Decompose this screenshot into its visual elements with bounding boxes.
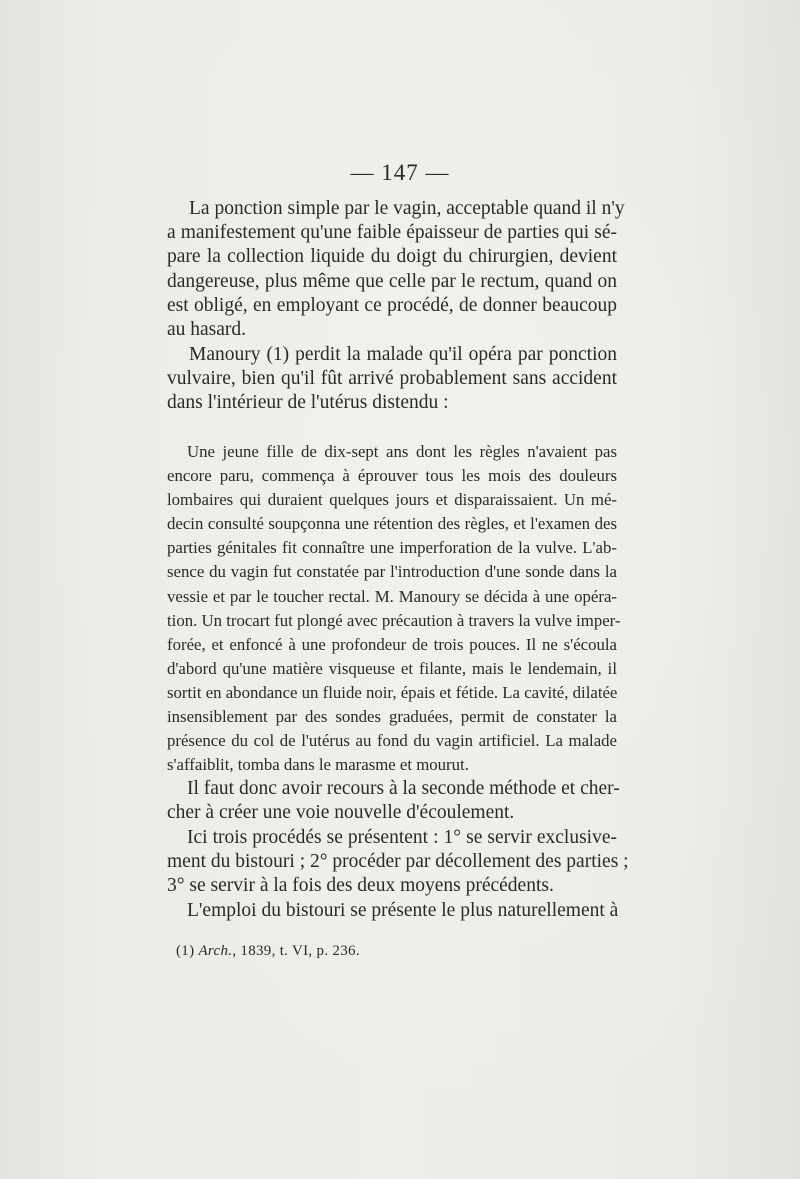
- text-line: Ici trois procédés se présentent : 1° se servir exclusive-: [187, 827, 617, 848]
- footnote: [176, 943, 360, 960]
- footnote-reference: , 1839, t. VI, p. 236.: [232, 943, 360, 959]
- quote-line: sence du vagin fut constatée par l'introduction d'une sonde dans la: [167, 562, 617, 582]
- quote-line: Une jeune fille de dix-sept ans dont les règles n'avaient pas: [187, 442, 617, 461]
- text-line: cher à créer une voie nouvelle d'écoulement.: [167, 802, 515, 824]
- quote-line: s'affaiblit, tomba dans le marasme et mourut.: [167, 755, 469, 775]
- paragraph-3: [167, 777, 620, 825]
- quote-line: tion. Un trocart fut plongé avec précaution à travers la vulve imper-: [167, 610, 621, 630]
- text-line: dangereuse, plus même que celle par le rectum, quand on: [167, 270, 617, 292]
- quote-line: parties génitales fit connaître une imperforation de la vulve. L'ab-: [167, 538, 617, 558]
- quote-line: decin consulté soupçonna une rétention des règles, et l'examen des: [167, 514, 617, 534]
- quote-line: d'abord qu'une matière visqueuse et filante, mais le lendemain, il: [167, 658, 617, 678]
- quote-line: forée, et enfoncé à une profondeur de trois pouces. Il ne s'écoula: [167, 634, 617, 654]
- quote-line: encore paru, commença à éprouver tous les mois des douleurs: [167, 466, 617, 486]
- case-quotation: [167, 440, 621, 777]
- quote-line: vessie et par le toucher rectal. M. Manoury se décida à une opéra-: [167, 586, 617, 606]
- text-line: dans l'intérieur de l'utérus distendu :: [167, 392, 449, 414]
- text-line: L'emploi du bistouri se présente le plus naturellement à: [187, 900, 619, 921]
- page-number: — 147 —: [350, 160, 450, 185]
- text-line: La ponction simple par le vagin, acceptable quand il n'y: [189, 198, 625, 219]
- paragraph-5: [167, 899, 617, 923]
- quote-line: lombaires qui duraient quelques jours et disparaissaient. Un mé-: [167, 490, 617, 510]
- text-line: ment du bistouri ; 2° procéder par décollement des parties ;: [167, 851, 629, 873]
- paragraph-2: [167, 343, 617, 416]
- text-line: au hasard.: [167, 319, 247, 341]
- text-line: Manoury (1) perdit la malade qu'il opéra par ponction: [189, 344, 617, 365]
- quote-line: présence du col de l'utérus au fond du vagin artificiel. La malade: [167, 731, 617, 751]
- text-line: pare la collection liquide du doigt du chirurgien, devient: [167, 246, 617, 268]
- footnote-source: Arch.: [198, 943, 233, 959]
- text-line: vulvaire, bien qu'il fût arrivé probablement sans accident: [167, 368, 617, 390]
- paragraph-1: [167, 197, 625, 342]
- quote-line: insensiblement par des sondes graduées, permit de constater la: [167, 707, 617, 727]
- text-line: est obligé, en employant ce procédé, de donner beaucoup: [167, 294, 617, 316]
- text-line: 3° se servir à la fois des deux moyens précédents.: [167, 875, 554, 897]
- footnote-marker: (1): [176, 943, 199, 959]
- text-line: Il faut donc avoir recours à la seconde méthode et cher-: [187, 778, 620, 799]
- paragraph-4: [167, 826, 629, 899]
- quote-line: sortit en abondance un fluide noir, épais et fétide. La cavité, dilatée: [167, 682, 618, 702]
- text-line: a manifestement qu'une faible épaisseur de parties qui sé-: [167, 222, 617, 244]
